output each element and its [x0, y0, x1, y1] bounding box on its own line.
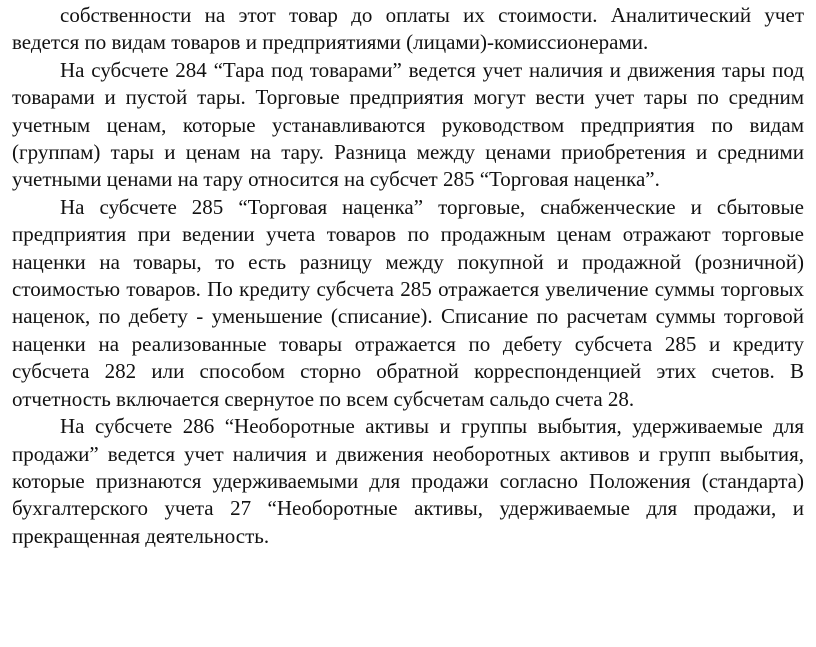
paragraph-continuation: собственности на этот товар до оплаты их стоимости. Аналитический учет ведется по видам товаров и предприятиями (лицами)-комиссионерами.	[12, 3, 804, 55]
paragraph-subaccount-284: На субсчете 284 “Тара под товарами” ведется учет наличия и движения тары под товарами и пустой тары. Торговые предприятия могут вести учет тары по средним учетным ценам, которые устанавливаются руководством предприятия по видам (группам) тары и ценам на тару. Разница между ценами приобретения и средними учетными ценами на тару относится на субсчет 285 “Торговая наценка”.	[12, 57, 804, 192]
paragraph-subaccount-285: На субсчете 285 “Торговая наценка” торговые, снабженческие и сбытовые предприятия при ведении учета товаров по продажным ценам отражают торговые наценки на товары, то есть разницу между покупной и продажной (розничной) стоимостью товаров. По кредиту субсчета 285 отражается увеличение суммы торговых наценок, по дебету - уменьшение (списание). Списание по расчетам суммы торговой наценки на реализованные товары отражается по дебету субсчета 285 и кредиту субсчета 282 или способом сторно обратной корреспонденцией этих счетов. В отчетность включается свернутое по всем субсчетам сальдо счета 28.	[12, 194, 804, 411]
paragraph-subaccount-286: На субсчете 286 “Необоротные активы и группы выбытия, удерживаемые для продажи” ведется учет наличия и движения необоротных активов и групп выбытия, которые признаются удерживаемыми для продажи согласно Положения (стандарта) бухгалтерского учета 27 “Необоротные активы, удерживаемые для продажи, и прекращенная деятельность.	[12, 414, 804, 548]
